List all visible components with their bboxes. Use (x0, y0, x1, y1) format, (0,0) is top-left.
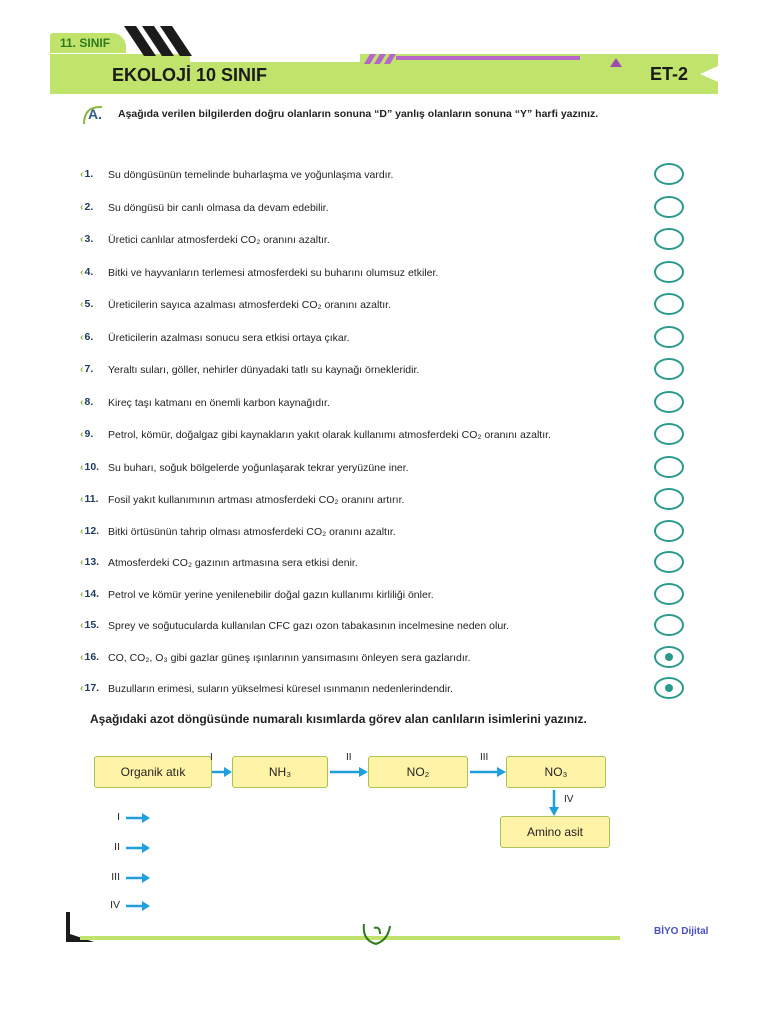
question-number: ‹3. (80, 233, 94, 245)
step-label-iii: III (480, 752, 489, 763)
question-row (80, 583, 690, 609)
question-row (80, 646, 690, 672)
question-number: ‹10. (80, 461, 100, 473)
answer-label: IV (110, 899, 120, 911)
question-row (80, 196, 690, 222)
answer-label: III (111, 871, 120, 883)
answer-arrow-icon (126, 901, 150, 911)
answer-oval[interactable] (654, 358, 684, 380)
leaf-logo-icon (360, 920, 392, 946)
footer-line (80, 936, 620, 940)
answer-oval[interactable] (654, 583, 684, 605)
question-row (80, 677, 690, 703)
answer-oval[interactable] (654, 391, 684, 413)
box-amino-asit: Amino asit (500, 816, 610, 848)
box-nh3: NH₃ (232, 756, 328, 788)
question-text: Yeraltı suları, göller, nehirler dünyadaki tatlı su kaynağı örnekleridir. (108, 364, 420, 376)
answer-arrow-icon (126, 813, 150, 823)
number-bracket-icon: ‹ (80, 556, 84, 568)
question-number: ‹6. (80, 331, 94, 343)
question-text: Buzulların erimesi, suların yükselmesi küresel ısınmanın nedenlerindendir. (108, 683, 453, 695)
number-bracket-icon: ‹ (80, 619, 84, 631)
question-text: Petrol ve kömür yerine yenilenebilir doğal gazın kullanımı kirliliği önler. (108, 589, 434, 601)
question-row (80, 391, 690, 417)
question-row (80, 293, 690, 319)
question-row (80, 520, 690, 546)
question-number: ‹12. (80, 525, 100, 537)
question-row (80, 228, 690, 254)
grade-tab: 11. SINIF (50, 33, 126, 53)
answer-oval[interactable] (654, 326, 684, 348)
question-text: Fosil yakıt kullanımının artması atmosferdeki CO₂ oranını artırır. (108, 494, 405, 506)
number-bracket-icon: ‹ (80, 588, 84, 600)
question-number: ‹14. (80, 588, 100, 600)
section-b-instruction: Aşağıdaki azot döngüsünde numaralı kısımlarda görev alan canlıların isimlerini yazınız. (90, 712, 587, 726)
number-bracket-icon: ‹ (80, 331, 84, 343)
answer-oval[interactable] (654, 196, 684, 218)
question-text: Üreticilerin azalması sonucu sera etkisi ortaya çıkar. (108, 332, 350, 344)
number-bracket-icon: ‹ (80, 201, 84, 213)
number-bracket-icon: ‹ (80, 461, 84, 473)
question-number: ‹9. (80, 428, 94, 440)
number-bracket-icon: ‹ (80, 396, 84, 408)
answer-oval[interactable] (654, 488, 684, 510)
step-label-iv: IV (564, 794, 574, 805)
question-number: ‹5. (80, 298, 94, 310)
page-code: ET-2 (650, 64, 689, 84)
flow-arrow-i-icon (212, 766, 232, 778)
answer-oval[interactable] (654, 163, 684, 185)
question-row (80, 326, 690, 352)
answer-oval[interactable] (654, 293, 684, 315)
question-number: ‹7. (80, 363, 94, 375)
question-number: ‹15. (80, 619, 100, 631)
answer-arrow-icon (126, 843, 150, 853)
flow-arrow-iv-icon (548, 790, 560, 816)
flow-arrow-ii-icon (330, 766, 368, 778)
purple-line-decoration (396, 56, 580, 60)
answer-label: I (117, 811, 120, 823)
question-number: ‹8. (80, 396, 94, 408)
question-row (80, 358, 690, 384)
question-text: Petrol, kömür, doğalgaz gibi kaynakların yakıt olarak kullanımı atmosferdeki CO₂ oranını azaltır. (108, 429, 551, 441)
answer-label: II (114, 841, 120, 853)
question-number: ‹17. (80, 682, 100, 694)
number-bracket-icon: ‹ (80, 168, 84, 180)
box-no2: NO₂ (368, 756, 468, 788)
question-row (80, 163, 690, 189)
question-number: ‹11. (80, 493, 99, 505)
question-text: Kireç taşı katmanı en önemli karbon kaynağıdır. (108, 397, 330, 409)
purple-triangle-decoration (610, 58, 622, 67)
number-bracket-icon: ‹ (80, 266, 84, 278)
question-row (80, 456, 690, 482)
answer-oval[interactable] (654, 614, 684, 636)
answer-oval[interactable] (654, 646, 684, 668)
number-bracket-icon: ‹ (80, 682, 84, 694)
question-number: ‹2. (80, 201, 94, 213)
question-text: Üreticilerin sayıca azalması atmosferdeki CO₂ oranını azaltır. (108, 299, 392, 311)
step-label-ii: II (346, 752, 352, 763)
section-a-badge (82, 104, 108, 128)
question-number: ‹16. (80, 651, 100, 663)
question-row (80, 551, 690, 577)
box-no3: NO₃ (506, 756, 606, 788)
question-number: ‹4. (80, 266, 94, 278)
question-row (80, 488, 690, 514)
step-label-i: I (210, 752, 213, 763)
number-bracket-icon: ‹ (80, 493, 84, 505)
answer-oval[interactable] (654, 551, 684, 573)
question-text: Bitki ve hayvanların terlemesi atmosferdeki su buharını olumsuz etkiler. (108, 267, 439, 279)
question-text: Atmosferdeki CO₂ gazının artmasına sera etkisi denir. (108, 557, 358, 569)
question-text: Su döngüsü bir canlı olmasa da devam edebilir. (108, 202, 329, 214)
answer-oval[interactable] (654, 423, 684, 445)
question-row (80, 423, 690, 449)
number-bracket-icon: ‹ (80, 363, 84, 375)
question-text: Üretici canlılar atmosferdeki CO₂ oranını azaltır. (108, 234, 330, 246)
flow-arrow-iii-icon (470, 766, 506, 778)
question-text: CO, CO₂, O₃ gibi gazlar güneş ışınlarının yansımasını önleyen sera gazlarıdır. (108, 652, 471, 664)
question-text: Bitki örtüsünün tahrip olması atmosferdeki CO₂ oranını azaltır. (108, 526, 396, 538)
section-a-letter: A. (88, 106, 102, 122)
question-number: ‹1. (80, 168, 94, 180)
question-row (80, 261, 690, 287)
brand-logo: BİYO Dijital (654, 926, 709, 937)
number-bracket-icon: ‹ (80, 298, 84, 310)
number-bracket-icon: ‹ (80, 525, 84, 537)
answer-oval[interactable] (654, 520, 684, 542)
answer-oval[interactable] (654, 261, 684, 283)
answer-oval[interactable] (654, 456, 684, 478)
box-organik-atik: Organik atık (94, 756, 212, 788)
question-text: Sprey ve soğutucularda kullanılan CFC gazı ozon tabakasının incelmesine neden olur. (108, 620, 509, 632)
stripes-decoration (118, 26, 192, 56)
question-row (80, 614, 690, 640)
question-text: Su döngüsünün temelinde buharlaşma ve yoğunlaşma vardır. (108, 169, 394, 181)
page-title: EKOLOJİ 10 SINIF (112, 65, 268, 85)
question-number: ‹13. (80, 556, 100, 568)
header-band-gap (190, 54, 360, 62)
section-a-instruction: Aşağıda verilen bilgilerden doğru olanların sonuna “D” yanlış olanların sonuna “Y” harfi yazınız. (118, 108, 599, 120)
number-bracket-icon: ‹ (80, 651, 84, 663)
answer-arrow-icon (126, 873, 150, 883)
question-text: Su buharı, soğuk bölgelerde yoğunlaşarak tekrar yeryüzüne iner. (108, 462, 409, 474)
answer-oval[interactable] (654, 228, 684, 250)
number-bracket-icon: ‹ (80, 233, 84, 245)
number-bracket-icon: ‹ (80, 428, 84, 440)
answer-oval[interactable] (654, 677, 684, 699)
